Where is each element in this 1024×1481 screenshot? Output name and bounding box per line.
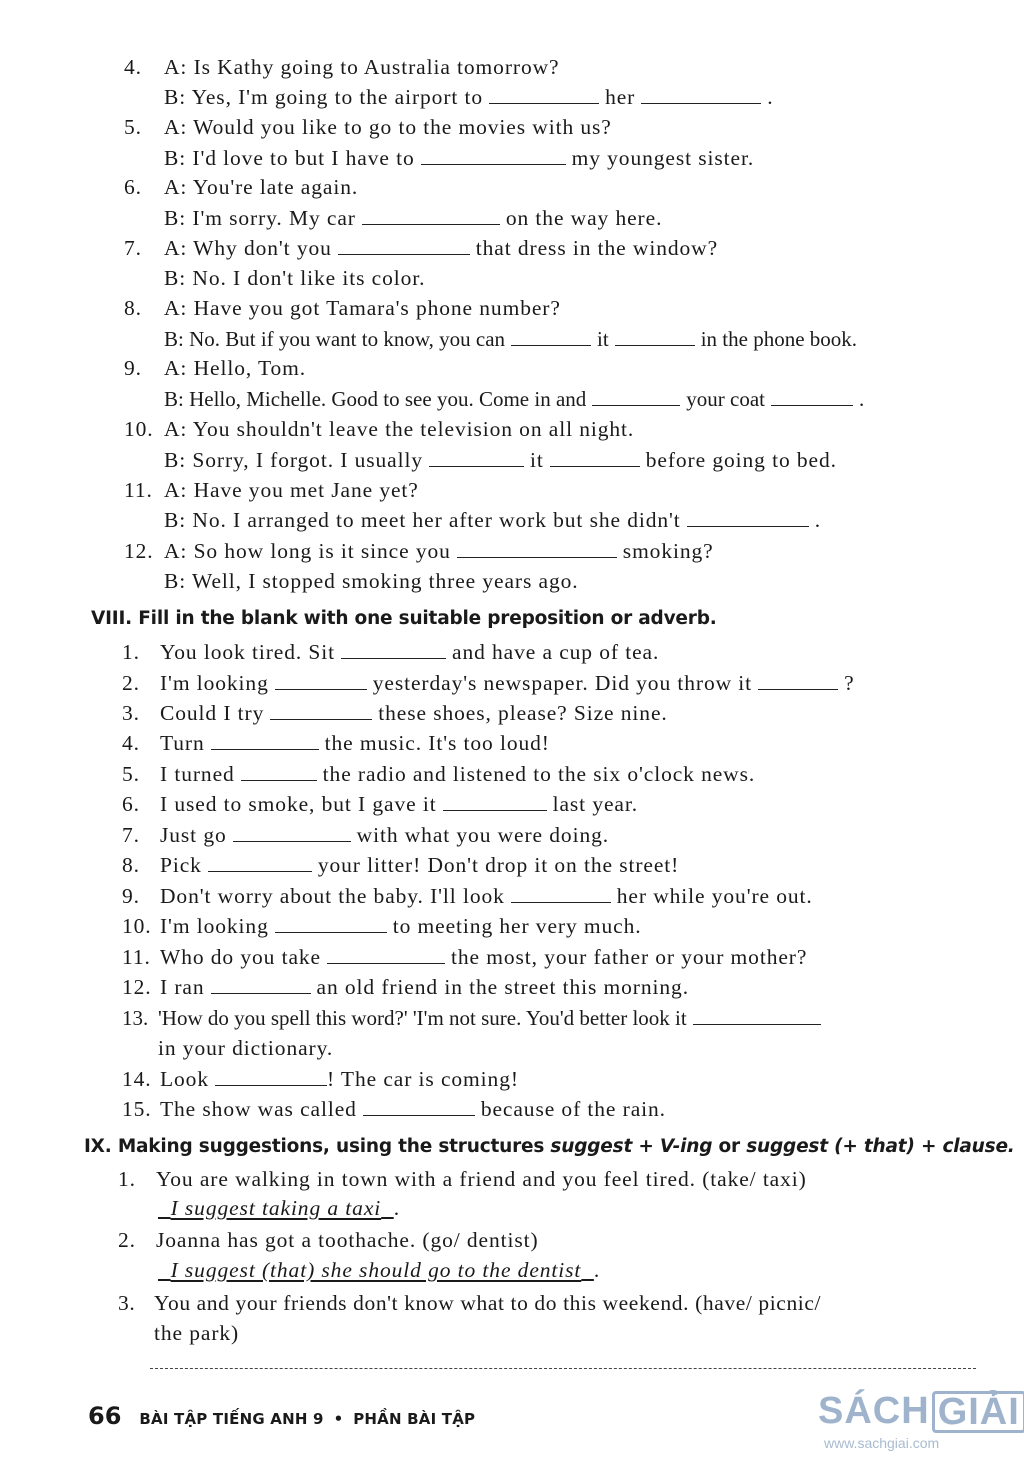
blank	[687, 509, 809, 527]
section-9-title: IX. Making suggestions, using the structures suggest + V-ing or suggest (+ that) + clause.	[84, 1136, 1015, 1157]
item-6-b: B: I'm sorry. My car on the way here.	[164, 206, 663, 230]
blank	[215, 1068, 327, 1086]
item-6-a: 6. A: You're late again.	[124, 175, 359, 199]
blank	[241, 763, 317, 781]
s9-item-1: 1. You are walking in town with a friend and you feel tired. (take/ taxi)	[118, 1167, 807, 1191]
s8-item-9: 9. Don't worry about the baby. I'll look her while you're out.	[122, 884, 813, 908]
blank	[771, 388, 853, 406]
s8-item-3: 3. Could I try these shoes, please? Size nine.	[122, 701, 668, 725]
blank	[233, 824, 351, 842]
section-8-title: VIII. Fill in the blank with one suitable preposition or adverb.	[91, 608, 717, 629]
blank	[457, 540, 617, 558]
blank	[275, 672, 367, 690]
item-7-b: B: No. I don't like its color.	[164, 266, 426, 290]
blank	[327, 946, 445, 964]
s9-item-2-answer-line: I suggest (that) she should go to the dentist .	[170, 1258, 601, 1282]
s8-item-1: 1. You look tired. Sit and have a cup of tea.	[122, 640, 660, 664]
item-7-a: 7. A: Why don't you that dress in the window?	[124, 236, 719, 260]
blank	[211, 976, 311, 994]
s9-item-3: 3. You and your friends don't know what to do this weekend. (have/ picnic/	[118, 1291, 822, 1315]
s8-item-4: 4. Turn the music. It's too loud!	[122, 731, 550, 755]
s8-item-6: 6. I used to smoke, but I gave it last year.	[122, 792, 639, 816]
s8-item-10: 10. I'm looking to meeting her very much.	[122, 914, 642, 938]
blank	[615, 328, 695, 346]
blank	[511, 328, 591, 346]
blank	[592, 388, 680, 406]
blank	[443, 793, 547, 811]
blank	[211, 732, 319, 750]
blank	[363, 1098, 475, 1116]
item-5-a: 5. A: Would you like to go to the movies with us?	[124, 115, 612, 139]
blank	[550, 449, 640, 467]
item-12-b: B: Well, I stopped smoking three years ago.	[164, 569, 579, 593]
item-8-b: B: No. But if you want to know, you can it in the phone book.	[164, 327, 858, 351]
item-5-b: B: I'd love to but I have to my youngest sister.	[164, 146, 755, 170]
item-10-a: 10. A: You shouldn't leave the television on all night.	[124, 417, 635, 441]
blank	[421, 147, 566, 165]
blank	[338, 237, 470, 255]
blank	[341, 641, 446, 659]
s8-item-5: 5. I turned the radio and listened to the six o'clock news.	[122, 762, 756, 786]
item-4-a: 4. A: Is Kathy going to Australia tomorrow?	[124, 55, 560, 79]
s8-item-12: 12. I ran an old friend in the street this morning.	[122, 975, 689, 999]
s9-item-2: 2. Joanna has got a toothache. (go/ dentist)	[118, 1228, 539, 1252]
item-4-b: B: Yes, I'm going to the airport to her .	[164, 85, 774, 109]
book-title: BÀI TẬP TIẾNG ANH 9	[139, 1410, 324, 1428]
item-9-b: B: Hello, Michelle. Good to see you. Come in and your coat .	[164, 387, 865, 411]
item-11-a: 11. A: Have you met Jane yet?	[124, 478, 419, 502]
page-number: 66	[88, 1402, 122, 1430]
blank	[511, 885, 611, 903]
s8-item-7: 7. Just go with what you were doing.	[122, 823, 610, 847]
s9-item-3-cont: the park)	[154, 1321, 240, 1345]
blank	[641, 86, 761, 104]
s8-item-15: 15. The show was called because of the rain.	[122, 1097, 666, 1121]
item-11-b: B: No. I arranged to meet her after work but she didn't .	[164, 508, 821, 532]
page-footer	[88, 1402, 475, 1430]
blank	[208, 854, 312, 872]
blank	[275, 915, 387, 933]
answer-blank-line	[150, 1368, 976, 1369]
s8-item-14: 14. Look ! The car is coming!	[122, 1067, 519, 1091]
blank	[693, 1007, 821, 1025]
watermark-logo: SÁCH GIẢI www.sachgiai.com	[818, 1390, 1008, 1451]
item-8-a: 8. A: Have you got Tamara's phone number?	[124, 296, 561, 320]
blank	[270, 702, 372, 720]
blank	[758, 672, 838, 690]
s8-item-8: 8. Pick your litter! Don't drop it on the street!	[122, 853, 680, 877]
bullet-separator: •	[333, 1410, 344, 1428]
item-12-a: 12. A: So how long is it since you smoking?	[124, 539, 714, 563]
book-part: PHẦN BÀI TẬP	[353, 1410, 476, 1428]
blank	[489, 86, 599, 104]
blank	[429, 449, 524, 467]
item-10-b: B: Sorry, I forgot. I usually it before going to bed.	[164, 448, 837, 472]
s8-item-13-cont: in your dictionary.	[158, 1036, 334, 1060]
item-9-a: 9. A: Hello, Tom.	[124, 356, 307, 380]
blank	[362, 207, 500, 225]
s9-item-1-answer-line: I suggest taking a taxi .	[170, 1196, 400, 1220]
watermark-url: www.sachgiai.com	[824, 1435, 940, 1451]
s8-item-2: 2. I'm looking yesterday's newspaper. Did you throw it ?	[122, 671, 855, 695]
s8-item-13: 13. 'How do you spell this word?' 'I'm not sure. You'd better look it	[122, 1005, 827, 1031]
s8-item-11: 11. Who do you take the most, your father or your mother?	[122, 945, 808, 969]
